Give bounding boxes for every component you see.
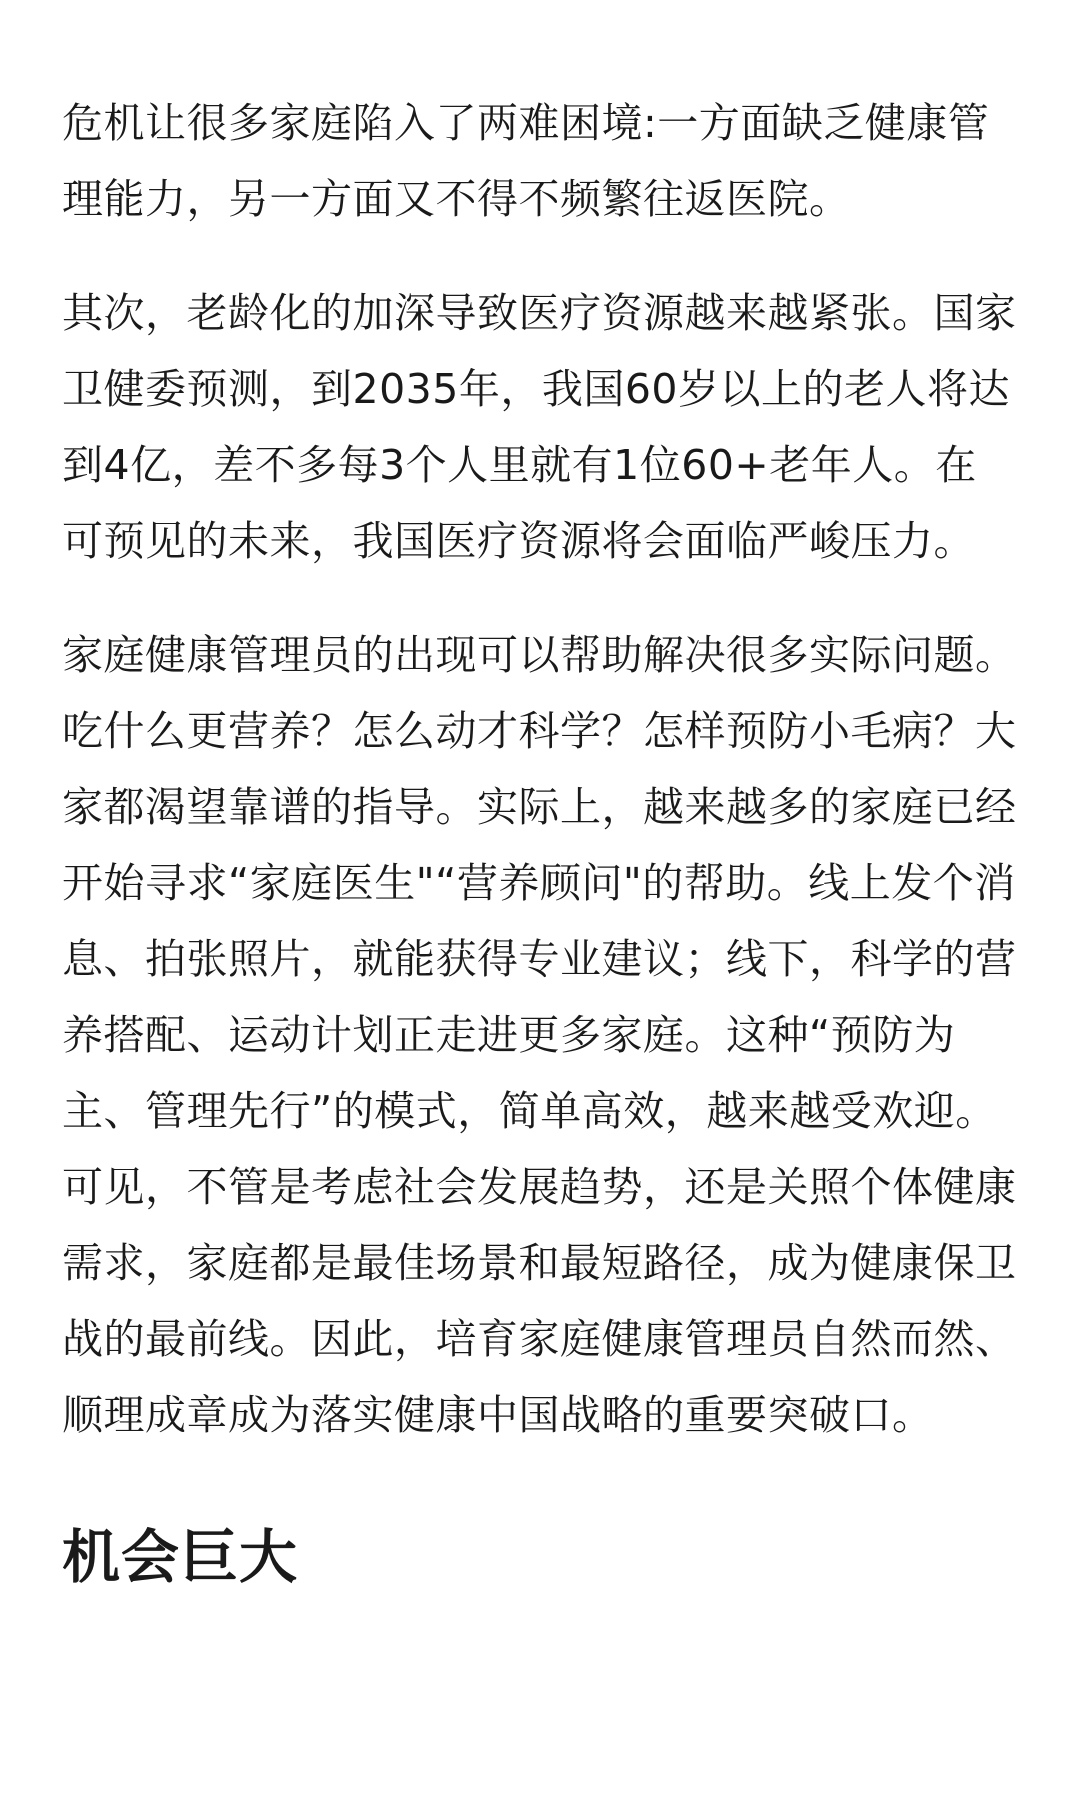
- paragraph-dilemma: 危机让很多家庭陷入了两难困境:一方面缺乏健康管理能力，另一方面又不得不频繁往返医院。: [62, 99, 990, 223]
- paragraph-health-manager: 家庭健康管理员的出现可以帮助解决很多实际问题。吃什么更营养？怎么动才科学？怎样预防小毛病？大家都渴望靠谱的指导。实际上，越来越多的家庭已经开始寻求“家庭医生"“营养顾问"的帮助。线上发个消息、拍张照片，就能获得专业建议；线下，科学的营养搭配、运动计划正走进更多家庭。这种“预防为主、管理先行”的模式，简单高效，越来越受欢迎。可见，不管是考虑社会发展趋势，还是关照个体健康需求，家庭都是最佳场景和最短路径，成为健康保卫战的最前线。因此，培育家庭健康管理员自然而然、顺理成章成为落实健康中国战略的重要突破口。: [62, 631, 1017, 1439]
- paragraph-aging: 其次，老龄化的加深导致医疗资源越来越紧张。国家卫健委预测，到2035年，我国60岁以上的老人将达到4亿，差不多每3个人里就有1位60+老年人。在可预见的未来，我国医疗资源将会面临严峻压力。: [62, 289, 1017, 565]
- section-heading: 机会巨大: [62, 1523, 299, 1591]
